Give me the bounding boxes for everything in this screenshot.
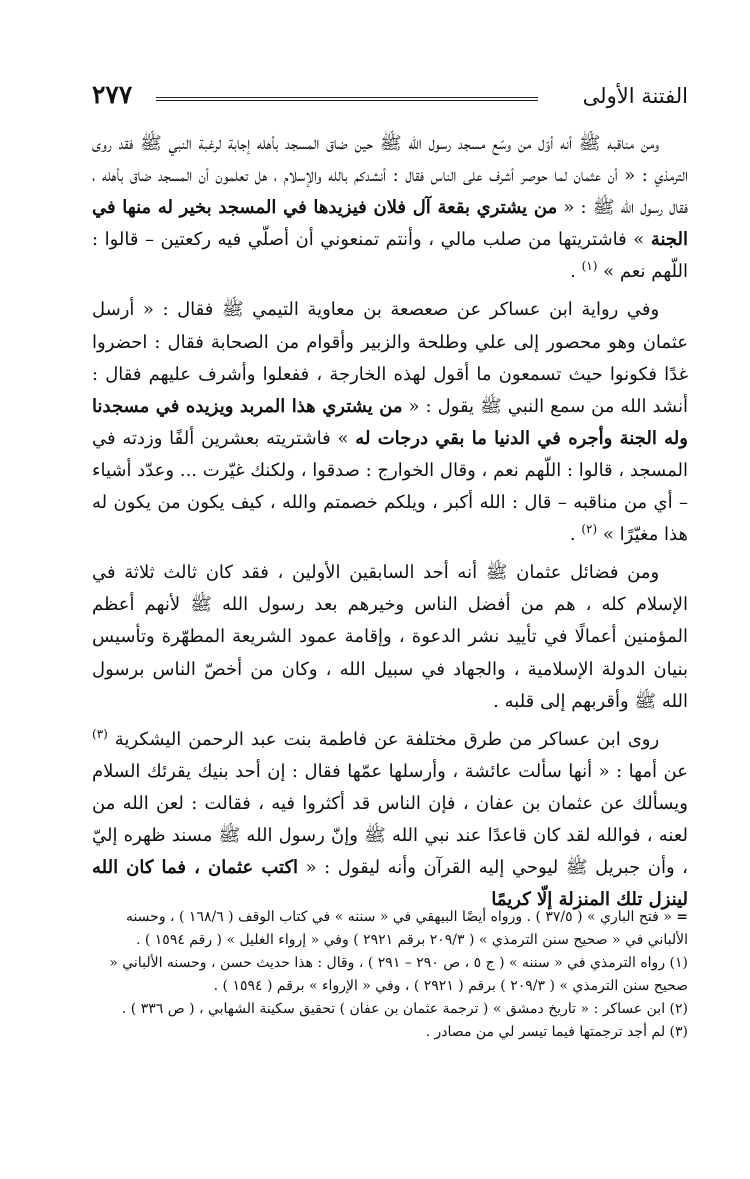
hadith-quote: من يشتري هذا المربد ويزيده في مسجدنا وله الجنة وأجره في الدنيا ما بقي درجات له (92, 395, 688, 449)
text-run: ومن فضائل عثمان ﷺ أنه أحد السابقين الأولين ، فقد كان ثالث ثلاثة في الإسلام كله ، هم من أفضل الناس وخيرهم بعد رسول الله ﷺ لأنهم أعظم المؤمنين أعمالًا في تأييد نشر الدعوة ، وإقامة عمود الشريعة المطهّرة وتأسيس بنيان الدولة الإسلامية ، والجهاد في سبيل الله ، وكان من أخصّ الناس برسول الله ﷺ وأقربهم إلى قلبه . (92, 562, 688, 712)
footnotes (92, 906, 688, 1046)
paragraph (92, 724, 688, 917)
text-run: » فاشتريته بعشرين ألفًا وزدته في المسجد ، قالوا : اللّهم نعم ، وقال الخوارج : صدقوا ، ولكنك غيّرت ... وعدّد أشياء – أي من مناقبه – قال : الله أكبر ، ويلكم خصمتم والله ، كيف يكون من يكون له هذا مغيّرًا » (92, 427, 688, 546)
hadith-quote: اكتب عثمان ، فما كان الله لينزل تلك المنزلة إلّا كريمًا (92, 857, 688, 911)
text-run: ومن مناقبه ﷺ أنه أوّل من وسّع مسجد رسول الله ﷺ حين ضاق المسجد بأهله إجابة لرغبة النبي ﷺ فقد روى الترمذي : « أن عثمان لما حوصر أشرف على الناس فقال : أنشدكم بالله والإسلام ، هل تعلمون أن المسجد ضاق بأهله ، فقال رسول الله ﷺ : « (92, 133, 688, 219)
text-run: . (569, 524, 582, 546)
hadith-quote: من يشتري بقعة آل فلان فيزيدها في المسجد بخير له منها في الجنة (92, 197, 688, 251)
text-run: وفي رواية ابن عساكر عن صعصعة بن معاوية التيمي ﷺ فقال : « أرسل عثمان وهو محصور إلى علي وطلحة والزبير وأقوام من الصحابة فقال : احضروا غدًا فكونوا حيث تسمعون ما أقول لهذه الخارجة ، ففعلوا وأشرف عليهم فقال : أنشد الله من سمع النبي ﷺ يقول : « (92, 299, 689, 417)
page-header (92, 80, 688, 116)
text-run: روى ابن عساكر من طرق مختلفة عن فاطمة بنت عبد الرحمن اليشكرية (107, 728, 660, 750)
text-run: عن أمها : « أنها سألت عائشة ، وأرسلها عمّها فقال : إن أحد بنيك يقرئك السلام ويسألك عن عثمان بن عفان ، فإن الناس قد أكثروا فيه ، فقالت : لعن الله من لعنه ، فوالله لقد كان قاعدًا عند نبي الله ﷺ وإنّ رسول الله ﷺ مسند ظهره إليّ ، وأن جبريل ﷺ ليوحي إليه القرآن وأنه ليقول : « (92, 760, 688, 879)
footnote-text: « فتح الباري » ( ٣٧/٥ ) . ورواه أيضًا البيهقي في « سننه » في كتاب الوقف ( ١٦٨/٦ ) ، وحسنه الألباني في « صحيح سنن الترمذي » ( ٢٠٩/٣ برقم ٢٩٢١ ) وفي « إرواء الغليل » ( رقم ١٥٩٤ ) . (125, 909, 688, 948)
footnote-item: (٢) ابن عساكر : « تاريخ دمشق » ( ترجمة عثمان بن عفان ) تحقيق سكينة الشهابي ، ( ص ٣٣٦ ) . (121, 1001, 688, 1017)
text-run: » فاشتريتها من صلب مالي ، وأنتم تمنعوني أن أصلّي فيه ركعتين – قالوا : اللّهم نعم » (92, 229, 688, 283)
continuation-mark: = (676, 909, 688, 925)
chapter-title: الفتنة الأولى (582, 84, 688, 108)
paragraph (92, 128, 688, 288)
main-text (92, 128, 689, 911)
footnote-ref: (٢) (581, 522, 598, 537)
header-rule (156, 97, 538, 101)
page-number: ٢٧٧ (92, 80, 133, 109)
footnote-ref: (١) (581, 259, 598, 274)
footnote-item: (١) رواه الترمذي في « سننه » ( ج ٥ ، ص ٢٩٠ – ٢٩١ ) ، وقال : هذا حديث حسن ، وحسنه الألباني « صحيح سنن الترمذي » ( ٢٠٩/٣ ) برقم ( ٢٩٢١ ) ، وفي « الإرواء » برقم ( ١٥٩٤ ) . (109, 955, 688, 994)
footnote-ref: (٣) (92, 726, 108, 741)
text-run: . (570, 261, 582, 283)
footnote-item: (٣) لم أجد ترجمتها فيما تيسر لي من مصادر . (425, 1024, 688, 1040)
paragraph (92, 294, 688, 551)
paragraph (92, 557, 688, 717)
footnote-continuation (92, 906, 688, 952)
